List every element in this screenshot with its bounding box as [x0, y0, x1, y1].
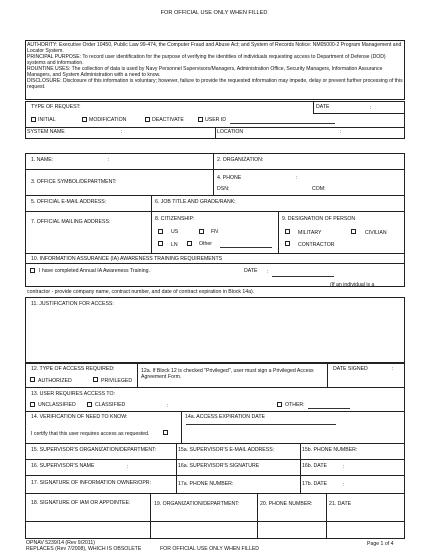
name-label: 1. NAME:: [31, 157, 54, 163]
justification-label: 11. JUSTIFICATION FOR ACCESS:: [31, 301, 114, 307]
disclosure-text: DISCLOSURE: Disclosure of this information is voluntary; however, failure to provide the requested information may impede, delay or prevent further processing of this request.: [27, 78, 403, 90]
user-id-checkbox[interactable]: [198, 117, 203, 122]
other-citizenship-checkbox[interactable]: [187, 241, 192, 246]
need-to-know-label: 14. VERIFICATION OF NEED TO KNOW:: [31, 414, 128, 420]
ia-training-label: 10. INFORMATION ASSURANCE (IA) AWARENESS TRAINING REQUIREMENTS: [31, 256, 223, 262]
contractor-checkbox[interactable]: [285, 241, 290, 246]
dsn-label: DSN:: [217, 186, 230, 192]
iam-date-label: 21. DATE: [329, 501, 352, 507]
date-signed-label: DATE SIGNED: [333, 366, 368, 372]
replaces-text: REPLACES (Rev 7/2008), WHICH IS OBSOLETE: [26, 546, 142, 552]
ia-date-input[interactable]: [272, 276, 334, 277]
ln-checkbox[interactable]: [158, 241, 163, 246]
contractor-note-2: contractor - provide company name, contract number, and date of contract expiration in Block 14a).: [27, 289, 255, 295]
routine-uses-text: ROUNTINE USES: The collection of data is used by Navy Personnel Supervisors/Managers, Administration Office, Security Managers, Information Assurance Managers, and System Administration with a need to know.: [27, 66, 383, 78]
system-name-label: SYSTEM NAME: [27, 129, 65, 135]
designation-label: 9. DESIGNATION OF PERSON: [282, 216, 356, 222]
supervisor-phone-label: 15b. PHONE NUMBER:: [302, 447, 358, 453]
owner-phone-label: 17a. PHONE NUMBER:: [178, 481, 234, 487]
certify-text: I certify that this user requires access as requested.: [31, 431, 150, 437]
page-number: Page 1 of 4: [367, 541, 394, 547]
other-access-label: OTHER:: [285, 402, 305, 408]
header-fouo: FOR OFFICIAL USE ONLY WHEN FILLED: [160, 10, 268, 16]
unclassified-checkbox[interactable]: [30, 402, 35, 407]
other-access-checkbox[interactable]: [277, 402, 282, 407]
office-symbol-label: 3. OFFICE SYMBOL/DEPARTMENT:: [31, 179, 117, 185]
principal-purpose-text: PRINCIPAL PURPOSE: To record user identification for the purpose of verifying the identities of individuals requesting access to Department of Defense (DOD) systems and information.: [27, 54, 386, 66]
fn-checkbox[interactable]: [199, 229, 204, 234]
modification-checkbox[interactable]: [82, 117, 87, 122]
privileged-checkbox[interactable]: [93, 377, 98, 382]
authorized-checkbox[interactable]: [30, 377, 35, 382]
job-title-label: 6. JOB TITLE AND GRADE/RANK:: [155, 199, 236, 205]
iam-phone-label: 20. PHONE NUMBER:: [260, 501, 313, 507]
citizenship-label: 8. CITIZENSHIP:: [155, 216, 195, 222]
ia-date-label: DATE: [244, 268, 258, 274]
supervisor-email-label: 15a. SUPERVISOR'S E-MAIL ADDRESS:: [178, 447, 275, 453]
iam-org-label: 19. ORGANIZATION/DEPARTMENT:: [154, 501, 240, 507]
supervisor-date-label: 16b. DATE: [302, 463, 327, 469]
classified-label: CLASSIFIED: [95, 402, 126, 408]
other-access-input[interactable]: [308, 408, 350, 409]
mailing-address-label: 7. OFFICIAL MAILING ADDRESS:: [31, 219, 111, 225]
civilian-label: CIVILIAN: [365, 230, 387, 236]
us-checkbox[interactable]: [158, 229, 163, 234]
deactivate-checkbox[interactable]: [145, 117, 150, 122]
modification-label: MODIFICATION: [89, 117, 127, 123]
form-id: OPNAV 5239/14 (Rev 9/2011): [26, 540, 96, 546]
other-citizenship-label: Other: [199, 241, 212, 247]
owner-signature-label: 17. SIGNATURE OF INFORMATION OWNER/OPR:: [31, 480, 151, 486]
classified-checkbox[interactable]: [87, 402, 92, 407]
military-checkbox[interactable]: [285, 229, 290, 234]
user-id-label: USER ID: [205, 117, 227, 123]
type-of-request-label: TYPE OF REQUEST:: [31, 104, 81, 110]
military-label: MILITARY: [298, 230, 322, 236]
initial-label: INITIAL: [38, 117, 56, 123]
fn-label: FN: [211, 229, 218, 235]
other-citizenship-input[interactable]: [220, 247, 272, 248]
location-label: LOCATION: [217, 129, 244, 135]
privileged-note: 12a. If Block 12 is checked "Privileged", user must sign a Privileged Access Agreement Form.: [141, 368, 314, 380]
us-label: US: [171, 229, 179, 235]
initial-checkbox[interactable]: [31, 117, 36, 122]
com-label: COM:: [312, 186, 326, 192]
ia-training-checkbox[interactable]: [30, 268, 35, 273]
expiration-label: 14a. ACCESS EXPIRATION DATE: [185, 414, 265, 420]
organization-label: 2. ORGANIZATION:: [217, 157, 264, 163]
contractor-label: CONTRACTOR: [298, 242, 335, 248]
supervisor-name-label: 16. SUPERVISOR'S NAME: [31, 463, 95, 469]
access-type-label: 12. TYPE OF ACCESS REQUIRED:: [31, 366, 115, 372]
privileged-label: PRIVILEGED: [101, 378, 133, 384]
certify-checkbox[interactable]: [163, 430, 168, 435]
civilian-checkbox[interactable]: [351, 229, 356, 234]
email-label: 5. OFFICIAL E-MAIL ADDRESS:: [31, 199, 107, 205]
authorized-label: AUTHORIZED: [38, 378, 72, 384]
request-date-label: DATE: [316, 104, 330, 110]
footer-fouo: FOR OFFICIAL USE ONLY WHEN FILLED: [160, 546, 260, 552]
deactivate-label: DEACTIVATE: [152, 117, 184, 123]
expiration-input[interactable]: [186, 424, 336, 425]
requires-access-label: 13. USER REQUIRES ACCESS TO:: [31, 391, 115, 397]
contractor-note-1: (If an individual is a: [330, 282, 375, 288]
owner-date-label: 17b. DATE: [302, 481, 327, 487]
supervisor-org-label: 15. SUPERVISOR'S ORGANIZATION/DEPARTMENT:: [31, 447, 157, 453]
phone-label: 4. PHONE: [217, 175, 242, 181]
supervisor-signature-label: 16a. SUPERVISOR'S SIGNATURE: [178, 463, 260, 469]
ia-completed-label: I have completed Annual IA Awareness Training.: [39, 268, 150, 274]
ln-label: LN: [171, 242, 178, 248]
authority-text: AUTHORITY: Executive Order 10450, Public Law 99-474, the Computer Fraud and Abuse Act; and System of Records Notice: NM05000-2 Program Management and Locator System.: [27, 42, 402, 54]
iam-signature-label: 18. SIGNATURE OF IAM OR APPOINTEE:: [31, 500, 131, 506]
unclassified-label: UNCLASSIFIED: [38, 402, 76, 408]
user-id-input[interactable]: [230, 123, 335, 124]
